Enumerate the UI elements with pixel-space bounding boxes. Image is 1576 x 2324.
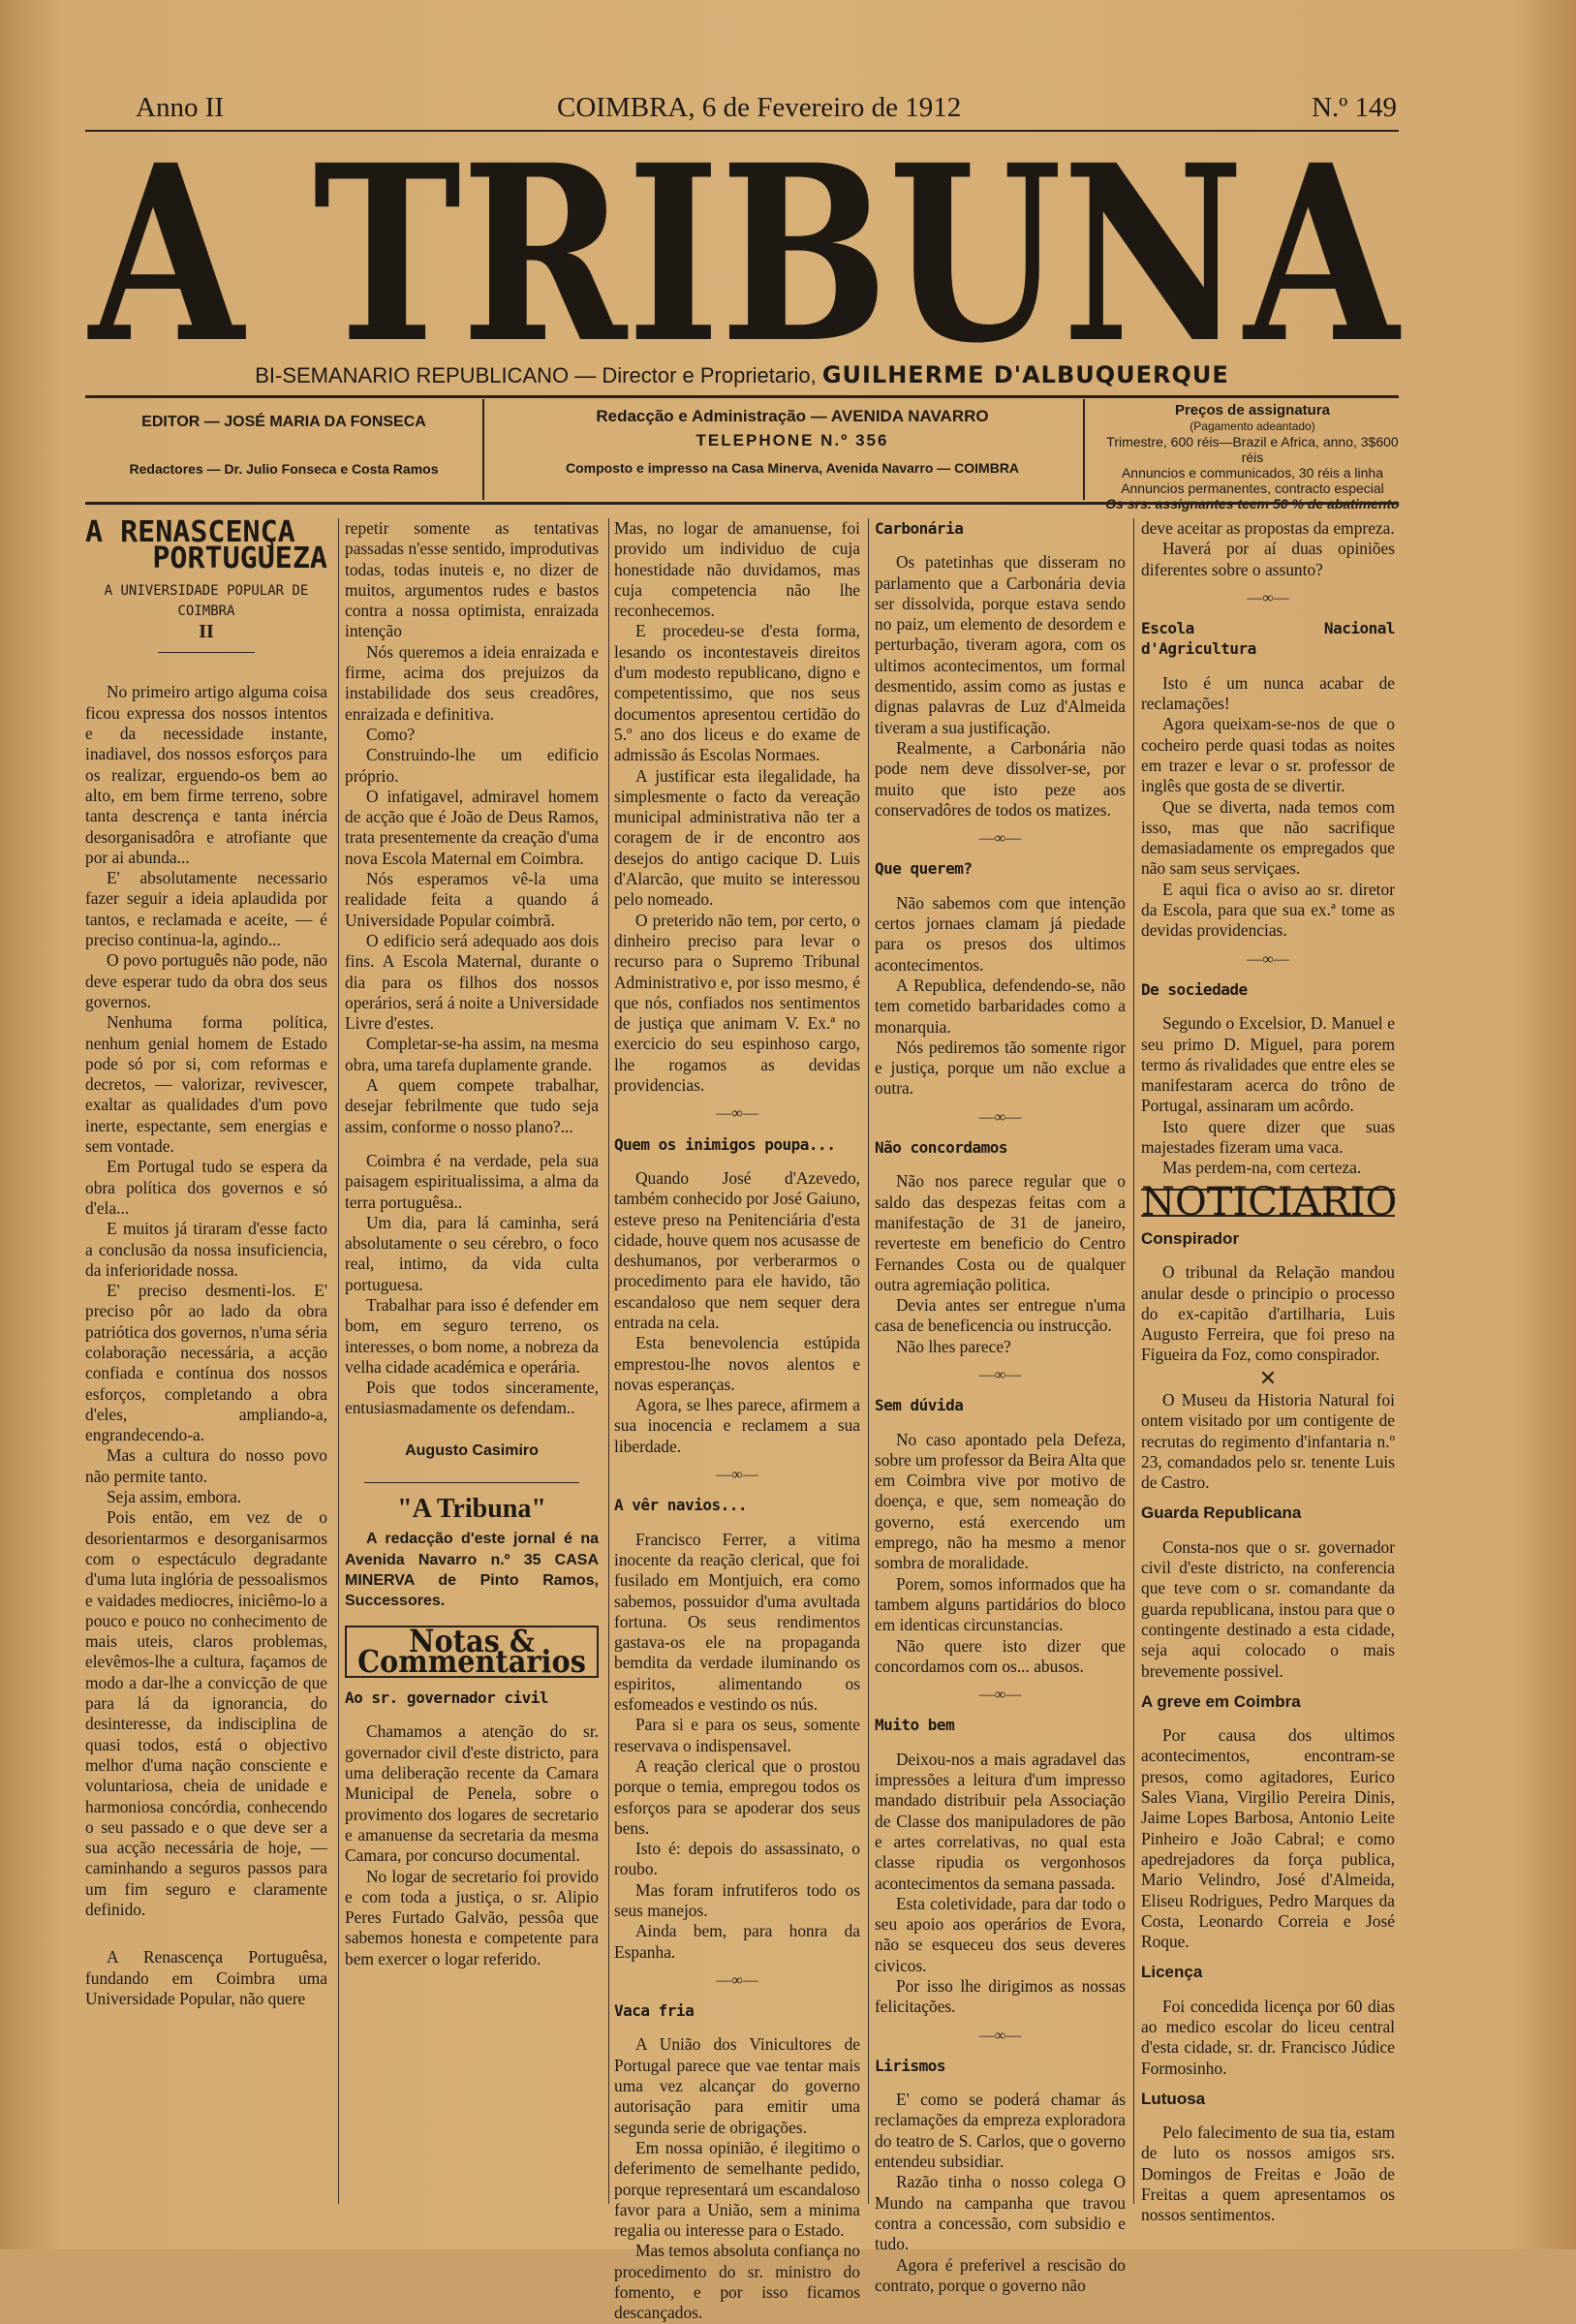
section-heading-noticiario: NOTICIARIO [1141,1179,1398,1224]
precos-sub: (Pagamento adeantado) [1190,419,1315,433]
paragraph: Não lhes parece? [896,1336,1011,1356]
subheading: Sem dúvida [875,1396,964,1415]
paragraph: A reação clerical que o prostou porque o temia, empregou todos os esforços para se apoderar dos seus bens. [614,1755,860,1838]
precos-line-1: Trimestre, 600 réis—Brazil e Africa, anno, 3$600 réis [1106,434,1399,465]
paragraph: Ainda bem, para honra da Espanha. [614,1921,860,1962]
redactores-line: Redactores — Dr. Julio Fonseca e Costa Ramos [129,461,439,477]
paragraph: Razão tinha o nosso colega O Mundo na campanha que travou contra a concessão, com subsidio e tudo. [875,2172,1126,2254]
info-rule-bottom [85,502,1399,505]
paragraph: Isto quere dizer que suas majestades fizeram uma vaca. [1141,1116,1395,1158]
paragraph: Quando José d'Azevedo, também conhecido por José Gaiuno, esteve preso na Penitenciária d'esta cidade, houve quem nos acusasse de deshumanos, por verberarmos o procedimento para ele havido, tão escandaloso que nem sequer dera entrada na cela. [614,1167,860,1332]
dateline [136,92,1397,135]
paragraph: Isto é um nunca acabar de reclamações! [1141,672,1395,714]
paragraph: A Renascença Portuguêsa, fundando em Coimbra uma Universidade Popular, não quere [85,1947,327,2008]
paragraph: Nós pediremos tão somente rigor e justiça, porque um não exclue a outra. [875,1037,1126,1099]
subheading: Não concordamos [875,1138,1007,1158]
paragraph: Deixou-nos a mais agradavel das impressões a leitura d'um impresso mandado distribuir pela Associação de Classe dos manipuladores de pão e artes correlativas, no qual esta classe ripudia os vergonhosos acontecimentos da semana passada. [875,1749,1126,1893]
paragraph: Pois então, em vez de o desorientarmos e desorganisarmos com o espectáculo degradante d'uma luta inglória de pessoalismos e vaidades mediocres, iniciêmo-lo a pouco e pouco no conhecimento de mais uteis, claros problemas, elevêmos-lhe a cultura, façamos de modo a dar-lhe a convicção de que para lá da ignorancia, do desinteresse, da indisciplina de quasi todos, está o objectivo melhor d'uma nação consciente e voluntariosa, cheia de unidade e harmoniosa concórdia, conhecendo o seu passado e o que deve ser a sua acção necessária de hoje, — caminhando a seguros passos para um fim seguro e claramente definido. [85,1507,327,1919]
subheading: Guarda Republicana [1141,1503,1302,1523]
info-rule-top [85,395,1399,398]
place-date: COIMBRA, 6 de Fevereiro de 1912 [557,92,962,123]
paragraph: Isto é: depois do assassinato, o roubo. [614,1839,860,1879]
paragraph: deve aceitar as propostas da empreza. [1141,518,1395,538]
paragraph: Em Portugal tudo se espera da obra política dos governos e só d'ela... [85,1157,327,1218]
paragraph: Não nos parece regular que o saldo das despezas feitas com a manifestação de 31 de janeiro, reverteste em beneficio do Centro Fernandes Costa ou de qualquer outra agremiação politica. [875,1171,1126,1294]
article-title-1: A RENASCENÇA [85,515,295,549]
section-heading-notas: Notas & Commentarios [345,1626,599,1679]
ornament-divider: —∞— [716,1971,758,1989]
paragraph: Como? [366,724,416,744]
tribuna-notice-title: "A Tribuna" [397,1494,546,1525]
paragraph: repetir somente as tentativas passadas n'esse sentido, improdutivas todas, todas inuteis e, no dizer de muitos, argumentos rudes e bastos contra a nossa optimista, enraizada intenção [345,518,599,641]
paragraph: Francisco Ferrer, a vitima inocente da reação clerical, que foi fusilado em Montjuich, era como sabemos, possuidor d'uma avultada fortuna. Os seus rendimentos gastava-os ele na propaganda bemdita da verdade iluminando os espiritos, alimentando os esfomeados e vestindo os nús. [614,1529,860,1715]
paragraph: Seja assim, embora. [107,1487,242,1507]
paragraph: Haverá por aí duas opiniões diferentes sobre o assunto? [1141,539,1395,579]
top-rule [85,130,1399,132]
subheading: Conspirador [1141,1228,1240,1248]
paragraph: Consta-nos que o sr. governador civil d'este districto, na conferencia que teve com o sr. comandante da guarda republicana, instou para que o contingente destinado a esta cidade, seja aqui colocado o mais brevemente possivel. [1141,1536,1395,1681]
subheading: A greve em Coimbra [1141,1691,1301,1711]
subheading: Licença [1141,1963,1203,1982]
owner-name: GUILHERME D'ALBUQUERQUE [821,361,1229,388]
article-title-2: PORTUGUEZA [152,542,327,576]
paragraph: E procedeu-se d'esta forma, lesando os incontestaveis direitos d'um modesto republicano, digno e competentissimo, que nos seus documentos apresentou certidão do 5.º ano dos liceus e do exame de admissão ás Escolas Normaes. [614,621,860,765]
paragraph: Mas a cultura do nosso povo não permite tanto. [85,1445,327,1486]
precos-line-2: Annuncios e communicados, 30 réis a linha [1121,465,1384,480]
ornament-divider: —∞— [978,2027,1022,2044]
composto-line: Composto e impresso na Casa Minerva, Avenida Navarro — COIMBRA [565,460,1020,476]
paragraph: A justificar esta ilegalidade, ha simplesmente o facto da vereação municipal administrativa não ter a coragem de ir de encontro aos desejos do antigo cacique D. Luis d'Alarcão, que muito se interessou pelo nomeado. [614,765,860,910]
ornament-divider: —∞— [1247,589,1289,606]
ornament-divider: —∞— [1247,950,1289,968]
precos-block [1102,399,1403,511]
column-2 [345,518,599,1969]
year-label: Anno II [136,92,225,123]
subheading: De sociedade [1141,979,1248,999]
paragraph: O edificio será adequado aos dois fins. A Escola Maternal, durante o dia para os filhos dos nossos operários, será á noite a Universidade Livre d'estes. [345,930,599,1034]
ornament-divider: —∞— [978,1366,1022,1383]
subheading: Que querem? [875,859,973,879]
column-5 [1141,518,1398,2226]
paragraph: Em nossa opinião, é ilegitimo o deferimento de semelhante pedido, porque representará um escandaloso favor para a União, sem a minima regalia ou interesse para o Estado. [614,2137,860,2241]
paragraph: E muitos já tiraram d'esse facto a conclusão da nossa insuficiencia, da inferioridade nossa. [85,1219,327,1280]
paragraph: Pois que todos sinceramente, entusiasmadamente os defendam.. [345,1378,599,1418]
paragraph: Nenhuma forma política, nenhum genial homem de Estado pode só por si, com reformas e decretos, — valorizar, revivescer, exaltar as qualidades d'um povo inerte, espectante, sem energias e sem vontade. [85,1012,327,1157]
paragraph: O povo português não pode, não deve esperar tudo da obra dos seus governos. [85,950,327,1011]
ornament-divider: —∞— [978,1108,1022,1126]
column-3 [614,518,860,2324]
paragraph: O infatigavel, admiravel homem de acção que é João de Deus Ramos, trata presentemente da creação d'uma nova Escola Maternal em Coimbra. [345,786,599,868]
info-box [85,399,1400,511]
subheading: Lutuosa [1141,2089,1206,2108]
ornament-cross: ✕ [1258,1365,1278,1390]
subheading: Ao sr. governador civil [345,1689,549,1708]
paragraph: Os patetinhas que disseram no parlamento que a Carbonária devia ser dissolvida, porque estava sendo no paiz, um elemento de desordem e perturbação, tiveram agora, com os ultimos acontecimentos, um formal desmentido, assim como as justas e dignas palavras de Luz d'Almeida tiveram a sua justificação. [875,552,1126,737]
paragraph: Nós esperamos vê-la uma realidade feita a quando á Universidade Popular coimbrã. [345,869,599,930]
paragraph: Agora, se lhes parece, afirmem a sua inocencia e reclamem a sua liberdade. [614,1395,860,1456]
redaccao-line: Redacção e Administração — AVENIDA NAVARRO [596,407,989,425]
paragraph: Realmente, a Carbonária não pode nem deve dissolver-se, por muito que isto peze aos conservadôres de todos os matizes. [875,737,1126,820]
paragraph: Mas, no logar de amanuense, foi provido um individuo de cuja honestidade não duvidamos, mas cuja competencia não lhe reconhecemos. [614,518,860,621]
paragraph: Esta benevolencia estúpida emprestou-lhe novos alentos e novas esperanças. [614,1333,860,1394]
article-part: II [199,621,214,643]
editor-line: EDITOR — JOSÉ MARIA DA FONSECA [141,414,426,430]
paragraph: O preterido não tem, por certo, o dinheiro preciso para levar o recurso para o Supremo Tribunal Administrativo e, por isso mesmo, é que nós, confiados nos sentimentos de justiça que animam V. Ex.ª no exercicio do seu espinhoso cargo, lhe rogamos as devidas providencias. [614,910,860,1096]
paragraph: Mas temos absoluta confiança no procedimento do sr. ministro do fomento, e por isso ficamos descançados. [614,2241,860,2323]
column-1 [85,515,327,2009]
paragraph: Foi concedida licença por 60 dias ao medico escolar do liceu central d'esta cidade, sr. dr. Francisco Júdice Formosinho. [1141,1996,1395,2078]
paragraph: Devia antes ser entregue n'uma casa de beneficencia ou instrucção. [875,1295,1126,1336]
paragraph: A União dos Vinicultores de Portugal parece que vae tentar mais uma vez alcançar do governo autorisação para emitir uma segunda serie de obrigações. [614,2034,860,2137]
paragraph: O Museu da Historia Natural foi ontem visitado por um contigente de recrutas do regimento d'infantaria n.º 23, comandados pelo sr. tenente Luis de Castro. [1141,1389,1395,1493]
paragraph: No primeiro artigo alguma coisa ficou expressa dos nossos intentos e da necessidade instante, inadiavel, dos nossos esforços para os realizar, erguendo-os bem ao alto, em bem firme terreno, sobre tanta descrença e tanta inércia desorganisadôra e atrofiante que por ai abunda... [85,682,327,867]
paragraph: Trabalhar para isso é defender em bom, em seguro terreno, os interesses, o bom nome, a nobreza da velha cidade académica e operária. [345,1294,599,1377]
paragraph: Mas perdem-na, com certeza. [1162,1158,1362,1178]
subheading: Carbonária [875,519,964,538]
paragraph: Chamamos a atenção do sr. governador civil d'este districto, para uma deliberação recente da Camara Municipal de Penela, sobre o provimento dos logares de secretario e amanuense da secretaria da mesma Camara, por concurso documental. [345,1721,599,1866]
paragraph: Agora queixam-se-nos de que o cocheiro perde quasi todas as noites em trazer e levar o sr. professor de inglês que gosta de se divertir. [1141,714,1395,796]
paragraph: No logar de secretario foi provido e com toda a justiça, o sr. Alipio Peres Furtado Galvão, pessôa que sabemos honesta e competente para bem exercer o logar referido. [345,1866,599,1968]
ornament-divider: —∞— [716,1467,758,1484]
divider [158,652,255,653]
paragraph: Porem, somos informados que ha tambem alguns partidários do bloco em identicas circunstancias. [875,1573,1126,1635]
paragraph: Um dia, para lá caminha, será absolutamente o seu cérebro, o foco real, intimo, da vida culta portuguesa. [345,1212,599,1294]
column-4 [875,518,1126,2296]
paragraph: Para si e para os seus, somente reservava o indispensavel. [614,1715,860,1755]
paragraph: Por isso lhe dirigimos as nossas felicitações. [875,1976,1126,2017]
precos-line-3: Annuncios permanentes, contracto especial [1121,480,1384,496]
paragraph: A Republica, defendendo-se, não tem cometido barbaridades como a monarquia. [875,975,1126,1037]
paragraph: Que se diverta, nada temos com isso, mas que não sacrifique demasiadamente os empregados que não sam seus serviçaes. [1141,796,1395,879]
subhead-text: BI-SEMANARIO REPUBLICANO — Director e Proprietario, [255,363,817,387]
subheading: Lirismos [875,2056,946,2075]
column-divider [1133,518,1134,2204]
paragraph: E aqui fica o aviso ao sr. diretor da Escola, para que sua ex.ª tome as devidas providencias. [1141,879,1395,941]
precos-title: Preços de assignatura [1174,402,1331,418]
telephone-line: TELEPHONE N.º 356 [695,431,889,449]
ornament-divider: —∞— [978,830,1022,848]
paragraph: Agora é preferivel a rescisão do contrato, porque o governo não [875,2254,1126,2295]
paragraph: No caso apontado pela Defeza, sobre um professor da Beira Alta que em Coimbra vive por motivo de doença, e que, sem nomeação do governo, está exercendo um emprego, não ha mesmo a menor sombra de moralidade. [875,1429,1126,1573]
subheading: Quem os inimigos poupa... [614,1134,836,1154]
precos-line-4: Os srs. assignantes teem 50 % de abatimento [1105,496,1400,511]
subheading: A vêr navios... [614,1496,747,1515]
paragraph: Completar-se-ha assim, na mesma obra, uma tarefa duplamente grande. [345,1034,599,1074]
subheading: Escola Nacional d'Agricultura [1141,619,1395,659]
masthead-title: A TRIBUNA [87,134,1402,358]
paragraph: Não quere isto dizer que concordamos com os... abusos. [875,1635,1126,1676]
article-subtitle: A UNIVERSIDADE POPULAR DE COIMBRA [104,582,309,619]
info-divider [1083,399,1085,500]
ornament-divider: —∞— [716,1105,758,1123]
paragraph: Por causa dos ultimos acontecimentos, encontram-se presos, como agitadores, Eurico Sales Viana, Virgilio Pereira Dinis, Jaime Lopes Barbosa, Antonio Leite Pinheiro e João Cabral; e como apedrejadores da força publica, Mario Velindro, José d'Almeida, Eliseu Rodrigues, Pedro Marques da Costa, Leonardo Correia e José Roque. [1141,1725,1395,1952]
masthead [85,134,1403,358]
column-divider [338,518,339,2204]
editor-block [85,399,482,500]
column-divider [608,518,609,2204]
paragraph: Construindo-lhe um edificio próprio. [345,745,599,786]
subheading: Muito bem [875,1716,955,1735]
paragraph: E' como se poderá chamar ás reclamações da empreza exploradora do teatro de S. Carlos, que o governo entendeu subsidiar. [875,2090,1126,2172]
paragraph: Segundo o Excelsior, D. Manuel e seu primo D. Miguel, para porem termo ás rivalidades que entre eles se manifestaram acerca do trôno de Portugal, assinaram um acôrdo. [1141,1013,1395,1116]
paragraph: E' preciso desmenti-los. E' preciso pôr ao lado da obra patriótica dos governos, n'uma séria colaboração necessária, a acção confiada e contínua dos nossos esforços, completando a obra d'eles, ampliando-a, engrandecendo-a. [85,1281,327,1445]
paragraph: Esta coletividade, para dar todo o seu apoio aos operários de Evora, não se esqueceu dos seus deveres civicos. [875,1893,1126,1975]
paragraph: Nós queremos a ideia enraizada e firme, acima dos prejuizos da instabilidade dos seus creadôres, enraizada e definitiva. [345,641,599,724]
paragraph: O tribunal da Relação mandou anular desde o principio o processo do ex-capitão d'artilharia, Luis Augusto Ferreira, que foi preso na Figueira da Foz, como conspirador. [1141,1262,1395,1365]
signature: Augusto Casimiro [405,1441,539,1459]
paragraph: Mas foram infrutiferos todo os seus manejos. [614,1879,860,1920]
divider [364,1482,579,1483]
issue-number: N.º 149 [1312,92,1397,123]
paragraph: Pelo falecimento de sua tia, estam de luto os nossos amigos srs. Domingos de Freitas e João de Freitas a quem apresentamos os nossos sentimentos. [1141,2123,1395,2225]
info-divider [482,399,484,500]
paragraph: E' absolutamente necessario fazer seguir a ideia aplaudida por tantos, e reclamada e aceite, — é preciso continua-la, agindo... [85,868,327,950]
subhead [85,361,1399,394]
paragraph: A quem compete trabalhar, desejar febrilmente que tudo seja assim, conforme o nosso plano?... [345,1075,599,1136]
redaccao-block [502,399,1083,500]
ornament-divider: —∞— [978,1687,1022,1704]
column-divider [868,518,869,2204]
paragraph: Coimbra é na verdade, pela sua paisagem espiritualissima, a alma da terra portuguêsa.. [345,1150,599,1212]
tribuna-notice-text: A redacção d'este jornal é na Avenida Navarro n.º 35 CASA MINERVA de Pinto Ramos, Successores. [345,1531,599,1610]
paragraph: Não sabemos com que intenção certos jornaes clamam já piedade para os presos dos ultimos acontecimentos. [875,892,1126,975]
subheading: Vaca fria [614,2001,695,2021]
